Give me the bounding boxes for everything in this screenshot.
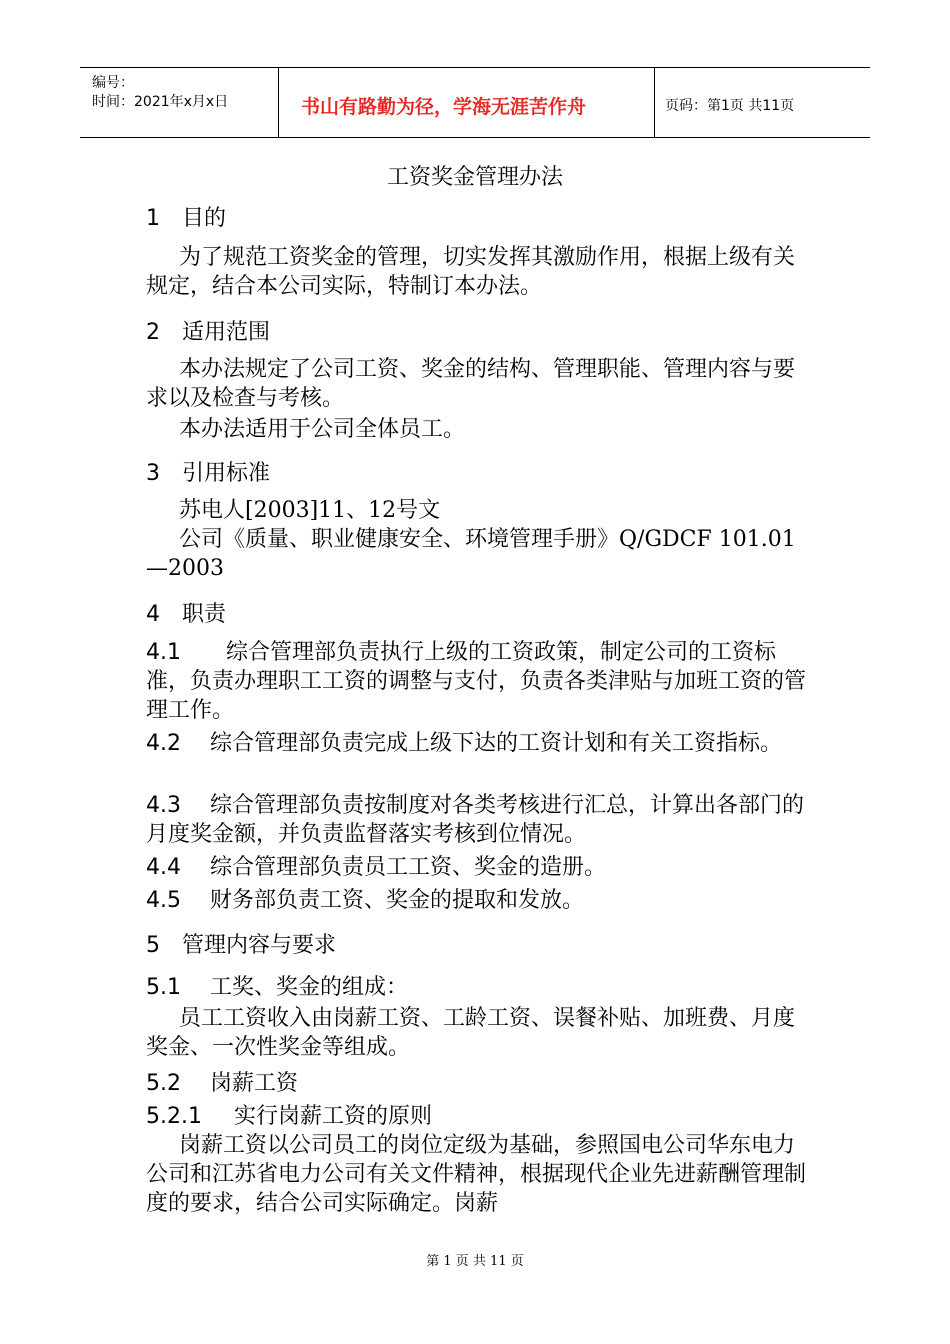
- section-heading: [146, 456, 270, 487]
- item-number: 4.3: [146, 793, 181, 818]
- page-footer: 第 1 页 共 11 页: [426, 1254, 524, 1269]
- section-number: 1: [146, 206, 160, 231]
- header-meta-cell: [80, 68, 279, 137]
- list-item: [146, 886, 810, 915]
- item-number: 4.4: [146, 855, 181, 880]
- paragraph: 苏电人[2003]11、12号文: [179, 498, 441, 523]
- list-item: [146, 729, 810, 758]
- paragraph: 岗薪工资以公司员工的岗位定级为基础，参照国电公司华东电力公司和江苏省电力公司有关文件精神，根据现代企业先进薪酬管理制度的要求，结合公司实际确定。岗薪: [146, 1133, 807, 1216]
- page-info: 页码：第1页 共11页: [665, 98, 795, 114]
- subsection-title: 岗薪工资: [210, 1071, 299, 1096]
- section-title: 职责: [182, 602, 227, 627]
- subsection-title: 实行岗薪工资的原则: [234, 1104, 433, 1129]
- item-text: 综合管理部负责员工工资、奖金的造册。: [210, 855, 607, 880]
- page-header: [80, 67, 870, 138]
- item-number: 4.5: [146, 888, 181, 913]
- section-heading: [146, 201, 226, 232]
- list-item: [146, 638, 810, 725]
- item-number: 4.1: [146, 640, 181, 665]
- number-label: 编号：: [92, 75, 134, 91]
- subsection-title: 工奖、奖金的组成：: [210, 975, 409, 1000]
- section-number: 2: [146, 320, 160, 345]
- paragraph: 员工工资收入由岗薪工资、工龄工资、误餐补贴、加班费、月度奖金、一次性奖金等组成。: [146, 1006, 796, 1060]
- section-title: 管理内容与要求: [182, 933, 337, 958]
- subsection-heading: [146, 970, 408, 1001]
- section-number: 3: [146, 461, 160, 486]
- section-title: 适用范围: [182, 320, 271, 345]
- item-text: 财务部负责工资、奖金的提取和发放。: [210, 888, 585, 913]
- section-number: 4: [146, 602, 160, 627]
- section-heading: [146, 315, 270, 346]
- item-text: 综合管理部负责完成上级下达的工资计划和有关工资指标。: [210, 731, 783, 756]
- header-motto-cell: [279, 68, 655, 137]
- header-page-cell: [655, 68, 870, 137]
- motto-text: 书山有路勤为径，学海无涯苦作舟: [301, 96, 587, 118]
- subsection-number: 5.2.1: [146, 1104, 202, 1129]
- section-number: 5: [146, 933, 160, 958]
- paragraph: 本办法适用于公司全体员工。: [179, 417, 466, 442]
- subsection-number: 5.2: [146, 1071, 181, 1096]
- subsection-number: 5.1: [146, 975, 181, 1000]
- subsection-heading: [146, 1066, 298, 1097]
- time-label: 时间：2021年x月x日: [92, 94, 229, 110]
- section-title: 引用标准: [182, 461, 271, 486]
- item-text: 综合管理部负责执行上级的工资政策，制定公司的工资标准，负责办理职工工资的调整与支付，负责各类津贴与加班工资的管理工作。: [146, 640, 807, 723]
- document-title: 工资奖金管理办法: [386, 165, 563, 190]
- list-item: [146, 791, 810, 849]
- section-heading: [146, 928, 336, 959]
- subsection-heading: [146, 1099, 432, 1130]
- item-text: 综合管理部负责按制度对各类考核进行汇总，计算出各部门的月度奖金额，并负责监督落实考核到位情况。: [146, 793, 805, 847]
- section-title: 目的: [182, 206, 227, 231]
- paragraph: 本办法规定了公司工资、奖金的结构、管理职能、管理内容与要求以及检查与考核。: [146, 357, 796, 411]
- paragraph: 公司《质量、职业健康安全、环境管理手册》Q/GDCF 101.01—2003: [146, 527, 796, 581]
- paragraph: 为了规范工资奖金的管理，切实发挥其激励作用，根据上级有关规定，结合本公司实际，特制订本办法。: [146, 245, 796, 299]
- item-number: 4.2: [146, 731, 181, 756]
- section-heading: [146, 597, 226, 628]
- list-item: [146, 853, 810, 882]
